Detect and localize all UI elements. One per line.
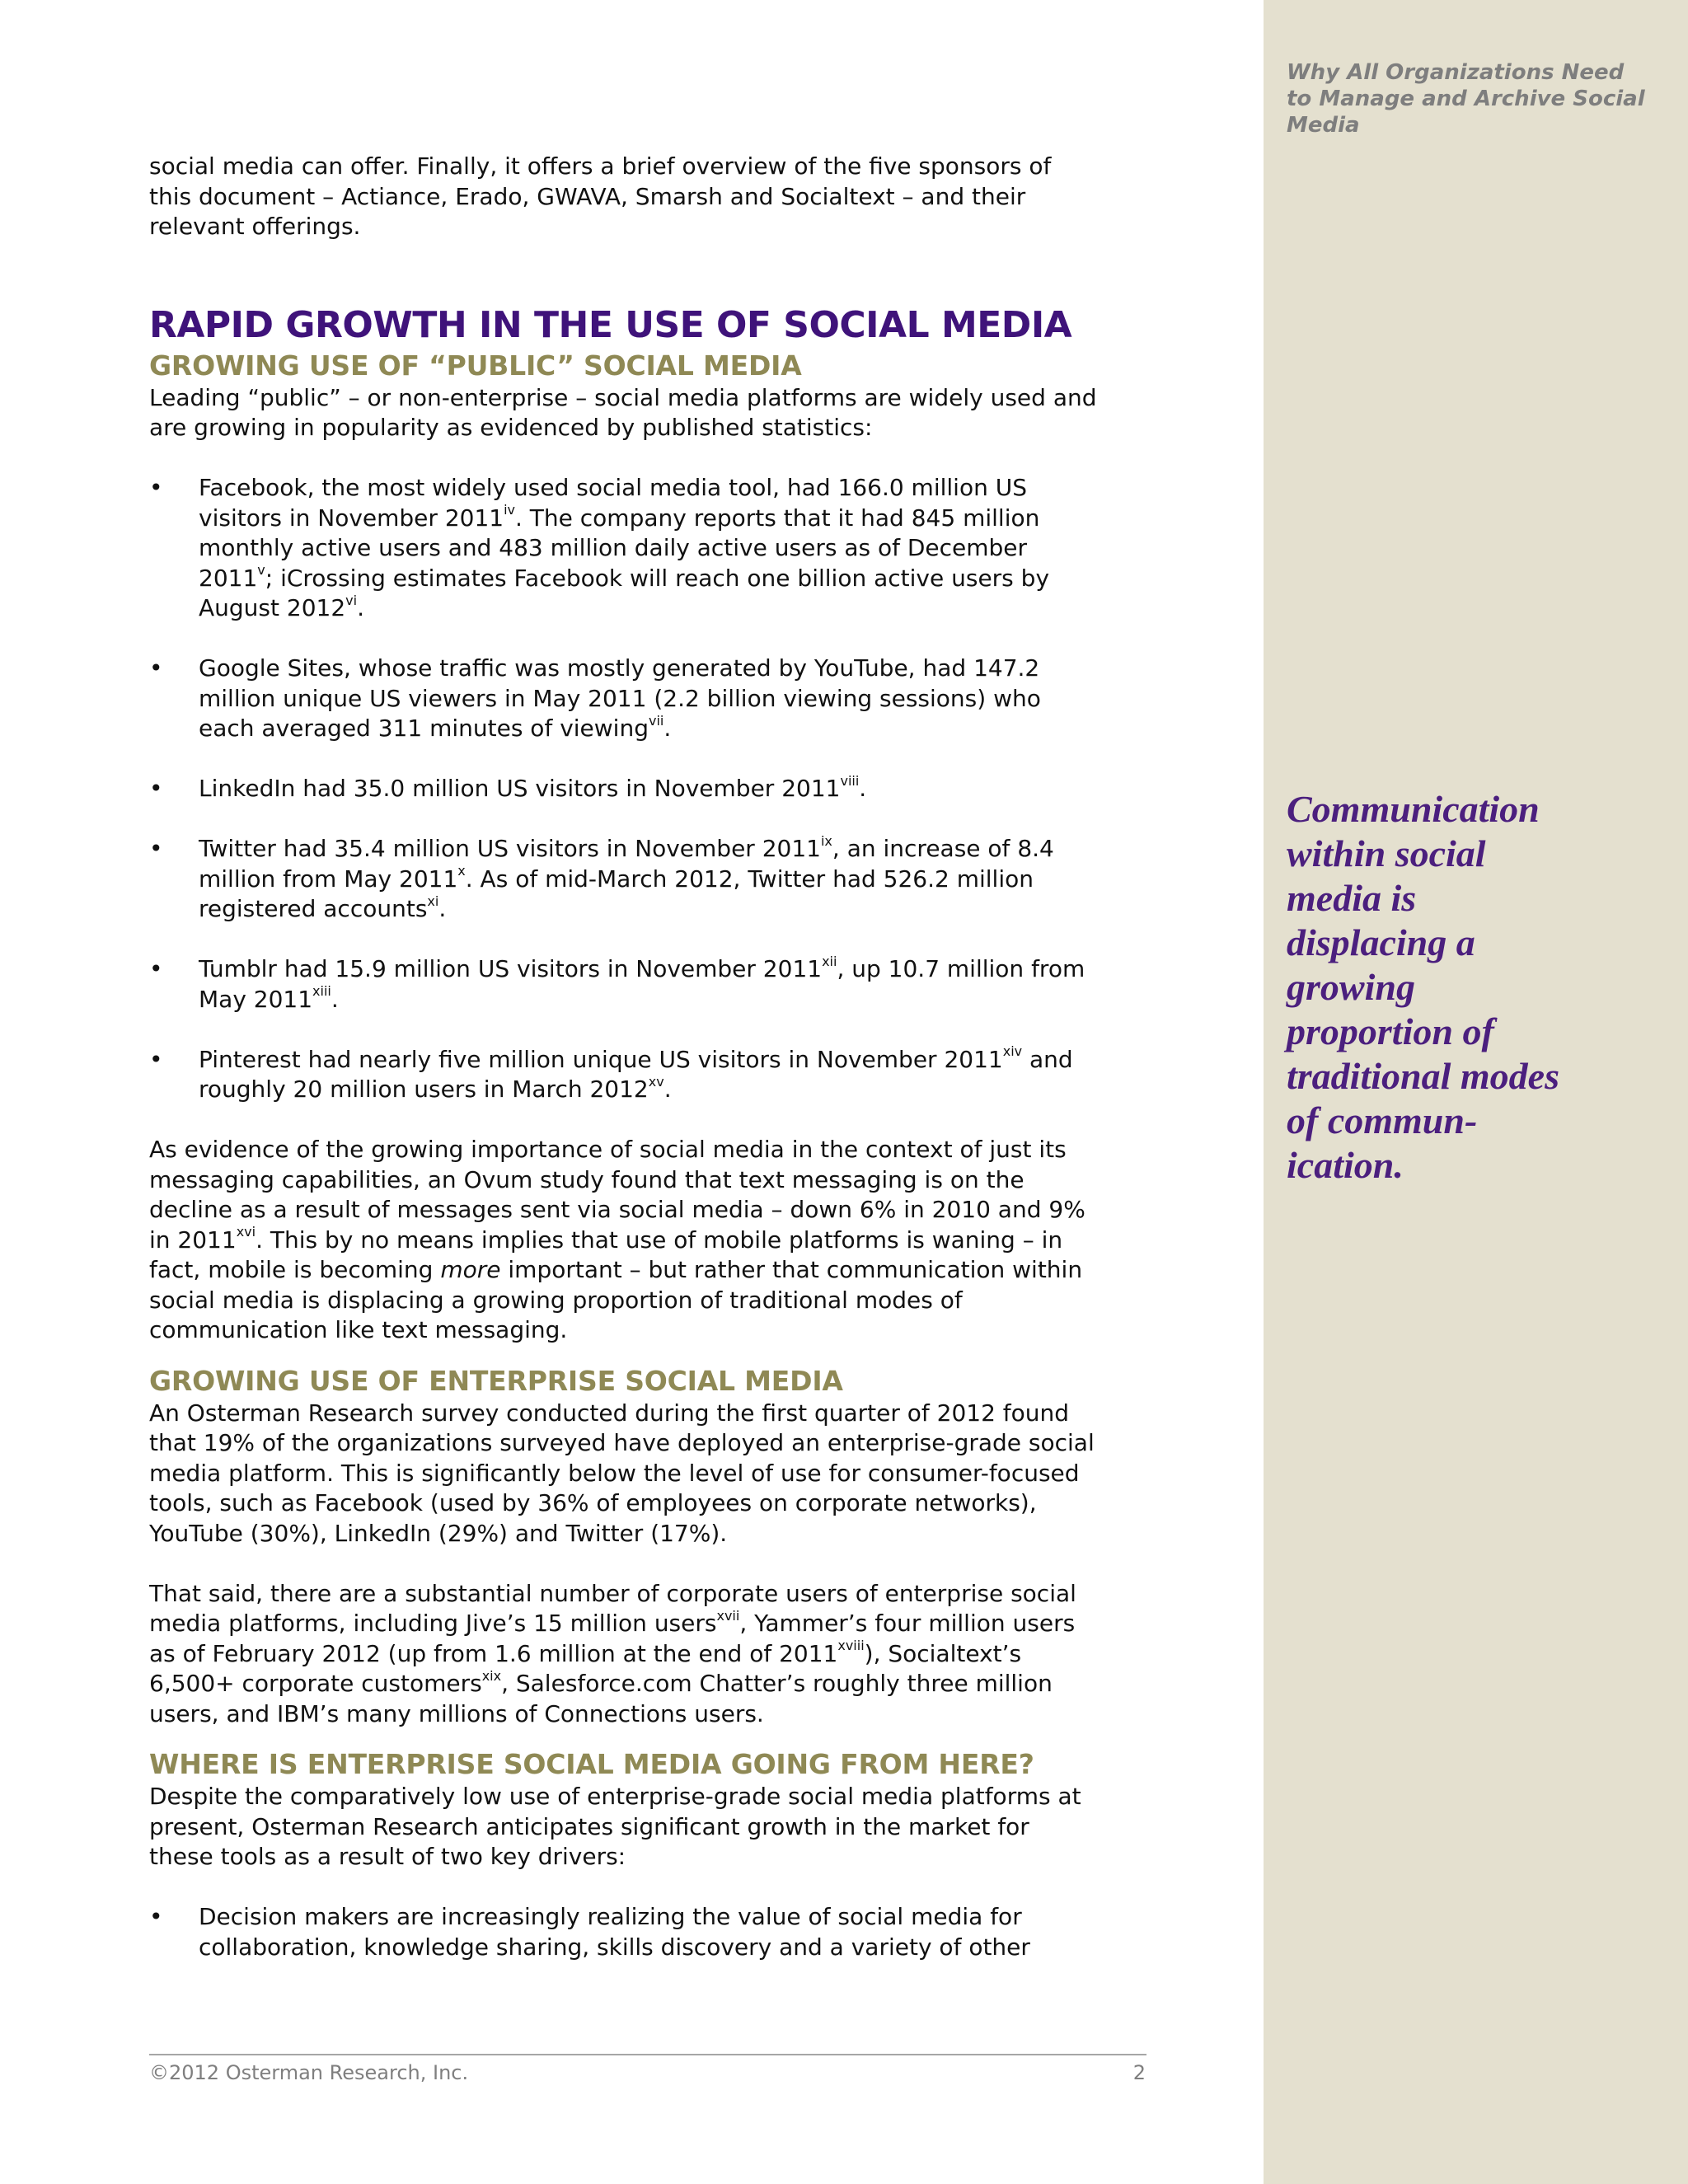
bullet-pinterest: • Pinterest had nearly five million unique US visitors in November 2011$^{xiv}$ and roughly 20 million users in March 2012$^{xv}$. [149,1043,1073,1103]
footnote-ref: xiv [1002,1043,1023,1060]
emphasis-text: more [440,1256,501,1283]
bullet-decision-makers: • Decision makers are increasingly realizing the value of social media for collaboration, knowledge sharing, skills discovery and a variety of other [149,1903,1030,1961]
bullet-tumblr: • Tumblr had 15.9 million US visitors in November 2011$^{xii}$, up 10.7 million from May 2011$^{xiii}$. [149,953,1085,1013]
footnote-ref: xix [481,1667,502,1684]
footnote-ref: v [257,562,265,579]
bullet-google-sites: • Google Sites, whose traffic was mostly generated by YouTube, had 147.2 million unique US viewers in May 2011 (2.2 billion viewing sessions) who each averaged 311 minutes of viewing$^{vii}$. [149,654,1041,742]
footnote-ref: xviii [837,1638,865,1654]
bullet-twitter: • Twitter had 35.4 million US visitors in November 2011$^{ix}$, an increase of 8.4 million from May 2011$^x$. As of mid-March 2012, Twitter had 526.2 million registered accounts$^{xi}$. [149,832,1054,922]
footnote-ref: ix [820,832,832,849]
public-intro-paragraph: Leading “public” – or non-enterprise – social media platforms are widely used and are growing in popularity as evidenced by published statistics: [149,383,1097,441]
bullet-linkedin: • LinkedIn had 35.0 million US visitors in November 2011$^{viii}$. [149,774,1097,804]
bullet-icon: • [149,775,163,802]
heading-public-social-media: GROWING USE OF “PUBLIC” SOCIAL MEDIA [149,349,802,382]
footer-copyright: ©2012 Osterman Research, Inc. [149,2061,469,2084]
bullet-icon: • [149,474,163,501]
main-content [149,152,1097,1962]
section-title: RAPID GROWTH IN THE USE OF SOCIAL MEDIA [149,303,1072,346]
bullet-icon: • [149,1045,163,1073]
enterprise-paragraph-1: An Osterman Research survey conducted during the first quarter of 2012 found that 19% of the organizations surveyed have deployed an enterprise-grade social media platform. This is significantly below the level of use for consumer-focused tools, such as Facebook (used by 36% of employees on corporate networks), YouTube (30%), LinkedIn (29%) and Twitter (17%). [149,1399,1095,1547]
footnote-ref: viii [840,772,860,789]
heading-enterprise-social-media: GROWING USE OF ENTERPRISE SOCIAL MEDIA [149,1364,843,1397]
bullet-icon: • [149,835,163,862]
footnote-ref: xi [427,893,439,909]
evidence-paragraph: As evidence of the growing importance of social media in the context of just its messaging capabilities, an Ovum study found that text messaging is on the decline as a result of messages sent via social media – down 6% in 2010 and 9% in 2011$^{xvi}$. This by no means implies that use of mobile platforms is waning – in fact, mobile is becoming more important – but rather that communication within social media is displacing a growing proportion of traditional modes of communication like text messaging. [149,1136,1085,1343]
footnote-ref: vi [345,592,358,608]
future-paragraph: Despite the comparatively low use of enterprise-grade social media platforms at present, Osterman Research anticipates significant growth in the market for these tools as a result of two key drivers: [149,1783,1081,1870]
running-header: Why All Organizations Need to Manage and Archive Social Media [1287,60,1645,138]
footnote-ref: x [457,863,466,879]
bullet-icon: • [149,955,163,982]
intro-paragraph: social media can offer. Finally, it offers a brief overview of the five sponsors of this document – Actiance, Erado, GWAVA, Smarsh and Socialtext – and their relevant offerings. [149,152,1052,240]
footer-divider [149,2054,1146,2055]
footnote-ref: iv [504,502,515,518]
footnote-ref: xiii [312,983,331,1000]
bullet-facebook: • Facebook, the most widely used social media tool, had 166.0 million US visitors in November 2011$^{iv}$. The company reports that it had 845 million monthly active users and 483 million daily active users as of December 2011$^v$; iCrossing estimates Facebook will reach one billion active users by August 2012$^{vi}$. [149,474,1050,621]
page-number: 2 [1132,2061,1146,2084]
footnote-ref: xvi [236,1224,256,1240]
footnote-ref: xv [648,1073,664,1090]
footnote-ref: xii [822,953,837,969]
heading-enterprise-future: WHERE IS ENTERPRISE SOCIAL MEDIA GOING FROM HERE? [149,1748,1034,1780]
pull-quote: Communication within social media is displacing a growing proportion of traditional modes of commun-ication. [1287,788,1559,1186]
footnote-ref: xvii [716,1607,740,1624]
bullet-icon: • [149,654,163,682]
enterprise-paragraph-2: That said, there are a substantial number of corporate users of enterprise social media platforms, including Jive’s 15 million users$^{xvii}$, Yammer’s four million users as of February 2012 (up from 1.6 million at the end of $2011^{xviii}$), Socialtext’s 6,500+ corporate customers$^{xix}$, Salesforce.com Chatter’s roughly three million users, and IBM’s many millions of Connections users. [149,1579,1076,1727]
bullet-icon: • [149,1903,163,1930]
footnote-ref: vii [648,712,664,729]
